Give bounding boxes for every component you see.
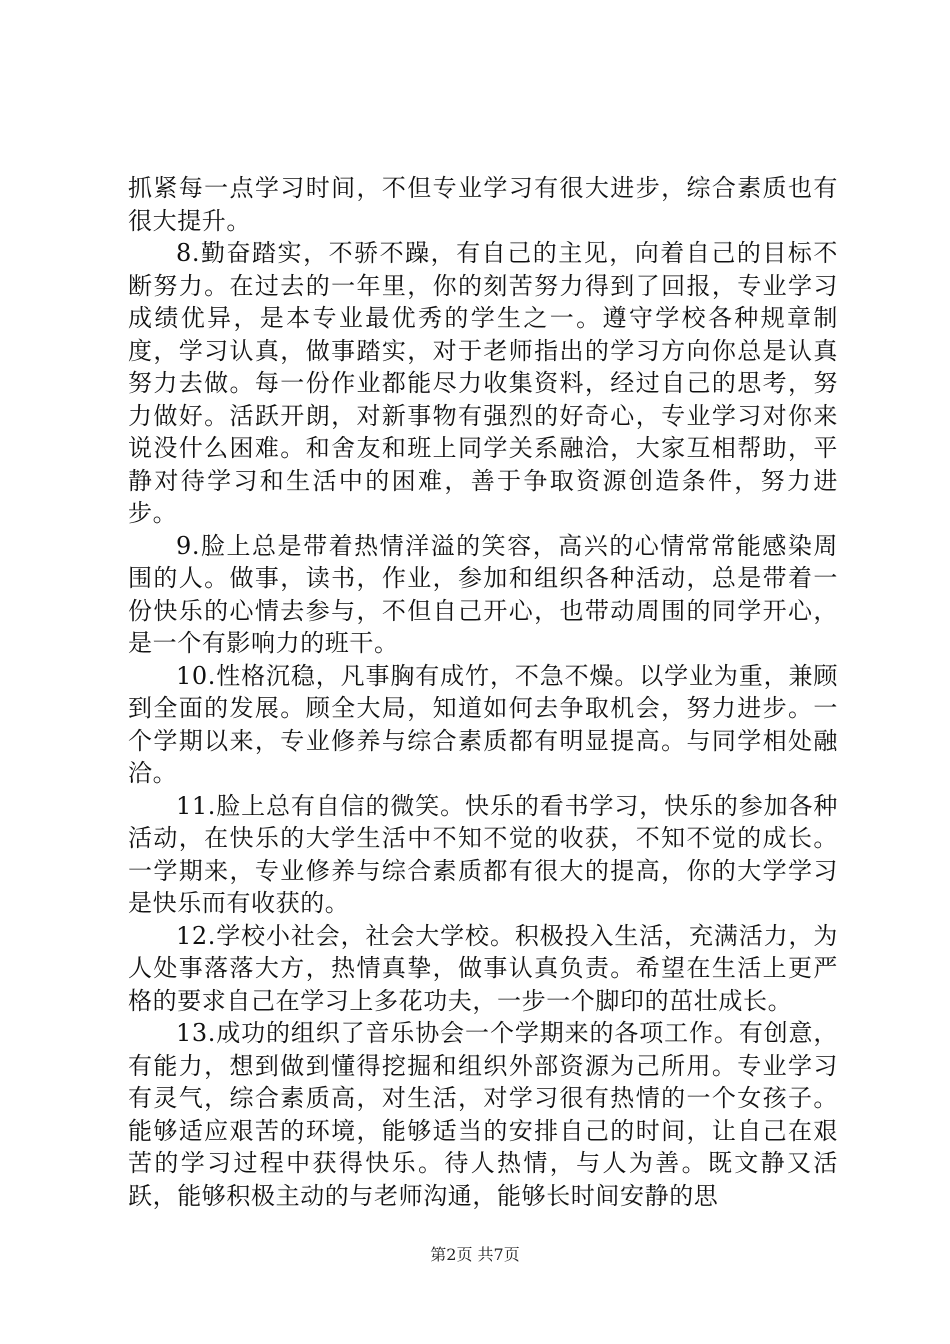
paragraph-item-13: 13.成功的组织了音乐协会一个学期来的各项工作。有创意，有能力，想到做到懂得挖掘和组织外部资源为己所用。专业学习有灵气，综合素质高，对生活，对学习很有热情的一个女孩子。能够适应艰苦的环境，能够适当的安排自己的时间，让自己在艰苦的学习过程中获得快乐。待人热情，与人为善。既文静又活跃，能够积极主动的与老师沟通，能够长时间安静的思 xyxy=(128,1019,838,1210)
document-body xyxy=(128,172,838,1212)
paragraph-item-8: 8.勤奋踏实，不骄不躁，有自己的主见，向着自己的目标不断努力。在过去的一年里，你的刻苦努力得到了回报，专业学习成绩优异，是本专业最优秀的学生之一。遵守学校各种规章制度，学习认真，做事踏实，对于老师指出的学习方向你总是认真努力去做。每一份作业都能尽力收集资料，经过自己的思考，努力做好。活跃开朗，对新事物有强烈的好奇心，专业学习对你来说没什么困难。和舍友和班上同学关系融洽，大家互相帮助，平静对待学习和生活中的困难，善于争取资源创造条件，努力进步。 xyxy=(128,239,838,527)
paragraph-item-12: 12.学校小社会，社会大学校。积极投入生活，充满活力，为人处事落落大方，热情真挚，做事认真负责。希望在生活上更严格的要求自己在学习上多花功夫，一步一个脚印的茁壮成长。 xyxy=(128,921,838,1015)
paragraph-item-10: 10.性格沉稳，凡事胸有成竹，不急不燥。以学业为重，兼顾到全面的发展。顾全大局，知道如何去争取机会，努力进步。一个学期以来，专业修养与综合素质都有明显提高。与同学相处融洽。 xyxy=(128,661,838,787)
paragraph-continuation: 抓紧每一点学习时间，不但专业学习有很大进步，综合素质也有很大提升。 xyxy=(128,174,838,235)
paragraph-item-11: 11.脸上总有自信的微笑。快乐的看书学习，快乐的参加各种活动，在快乐的大学生活中不知不觉的收获，不知不觉的成长。一学期来，专业修养与综合素质都有很大的提高，你的大学学习是快乐而有收获的。 xyxy=(128,791,838,917)
paragraph-item-9: 9.脸上总是带着热情洋溢的笑容，高兴的心情常常能感染周围的人。做事，读书，作业，参加和组织各种活动，总是带着一份快乐的心情去参与，不但自己开心，也带动周围的同学开心，是一个有影响力的班干。 xyxy=(128,531,838,657)
page-number-footer: 第2页 共7页 xyxy=(430,1245,520,1264)
